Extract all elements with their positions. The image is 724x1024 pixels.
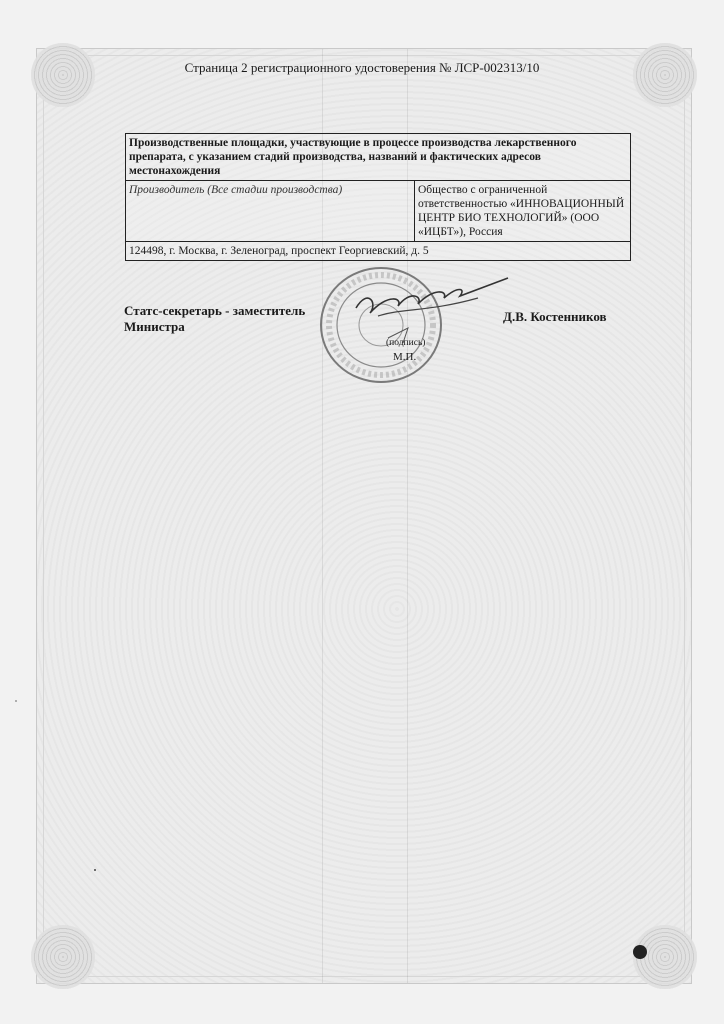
manufacturer-address: 124498, г. Москва, г. Зеленоград, проспект Георгиевский, д. 5 [126, 242, 631, 261]
production-sites-table [125, 133, 631, 261]
signatory-position: Статс-секретарь - заместитель Министра [124, 303, 306, 334]
corner-ornament-bottom-left [31, 925, 95, 989]
page-header: Страница 2 регистрационного удостоверения № ЛСР-002313/10 [184, 60, 540, 75]
stamp-place-label: М.П. [393, 351, 417, 363]
signature-caption: (подпись) [386, 338, 426, 348]
manufacturer-organization: Общество с ограниченной ответственностью «ИННОВАЦИОННЫЙ ЦЕНТР БИО ТЕХНОЛОГИЙ» (ООО «ИЦБТ»), Россия [415, 181, 631, 242]
table-heading: Производственные площадки, участвующие в процессе производства лекарственного препарата, с указанием стадий производства, названий и фактических адресов местонахождения [126, 134, 631, 181]
speck [15, 700, 17, 702]
signatory-name: Д.В. Костенников [503, 309, 607, 324]
signature [348, 268, 518, 368]
table-row [126, 134, 631, 181]
table-row [126, 181, 631, 242]
speck [94, 869, 96, 871]
table-row [126, 242, 631, 261]
manufacturer-role: Производитель (Все стадии производства) [126, 181, 415, 242]
hole-punch-mark [633, 945, 647, 959]
